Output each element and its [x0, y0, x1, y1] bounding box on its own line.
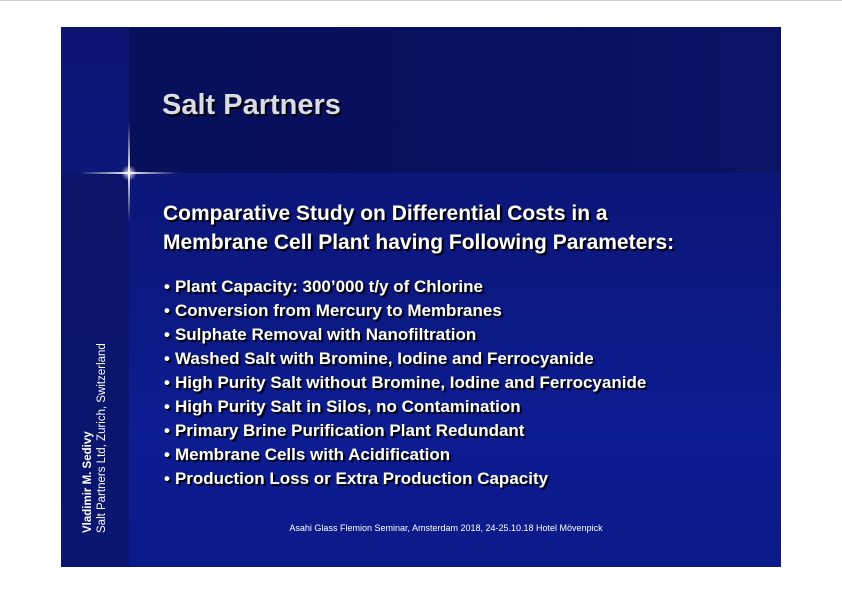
subtitle-line-2: Membrane Cell Plant having Following Parameters: — [163, 231, 675, 254]
list-item-text: Production Loss or Extra Production Capacity — [174, 469, 549, 488]
bullet-icon: • — [164, 301, 170, 320]
list-item — [164, 299, 646, 323]
slide-footer: Asahi Glass Flemion Seminar, Amsterdam 2018, 24-25.10.18 Hotel Mövenpick — [289, 523, 603, 533]
list-item-text: Membrane Cells with Acidification — [174, 445, 451, 464]
subtitle-line-1: Comparative Study on Differential Costs in a — [163, 202, 608, 225]
bullet-icon: • — [164, 277, 170, 296]
bullet-icon: • — [164, 445, 170, 464]
list-item-text: Plant Capacity: 300’000 t/y of Chlorine — [174, 277, 483, 296]
author-organization: Salt Partners Ltd, Zurich, Switzerland — [96, 343, 108, 533]
list-item-text: High Purity Salt without Bromine, Iodine and Ferrocyanide — [174, 373, 647, 392]
list-item — [164, 347, 646, 371]
list-item — [164, 467, 646, 491]
list-item-text: High Purity Salt in Silos, no Contamination — [174, 397, 521, 416]
list-item — [164, 371, 646, 395]
bullet-icon: • — [164, 397, 170, 416]
bullet-icon: • — [164, 469, 170, 488]
list-item — [164, 395, 646, 419]
bullet-icon: • — [164, 373, 170, 392]
author-name: Vladimir M. Sedivy — [82, 431, 94, 533]
list-item — [164, 443, 646, 467]
parameter-list — [164, 275, 646, 491]
author-credit — [81, 313, 113, 533]
page-top-border — [0, 0, 842, 1]
slide — [61, 27, 781, 567]
list-item — [164, 419, 646, 443]
list-item-text: Primary Brine Purification Plant Redundant — [174, 421, 525, 440]
slide-title: Salt Partners — [162, 89, 341, 121]
list-item-text: Sulphate Removal with Nanofiltration — [174, 325, 477, 344]
list-item-text: Washed Salt with Bromine, Iodine and Ferrocyanide — [174, 349, 594, 368]
slide-subtitle — [163, 199, 773, 257]
bullet-icon: • — [164, 349, 170, 368]
list-item — [164, 323, 646, 347]
bullet-icon: • — [164, 325, 170, 344]
list-item-text: Conversion from Mercury to Membranes — [174, 301, 502, 320]
list-item — [164, 275, 646, 299]
bullet-icon: • — [164, 421, 170, 440]
sparkle-icon — [121, 165, 137, 181]
